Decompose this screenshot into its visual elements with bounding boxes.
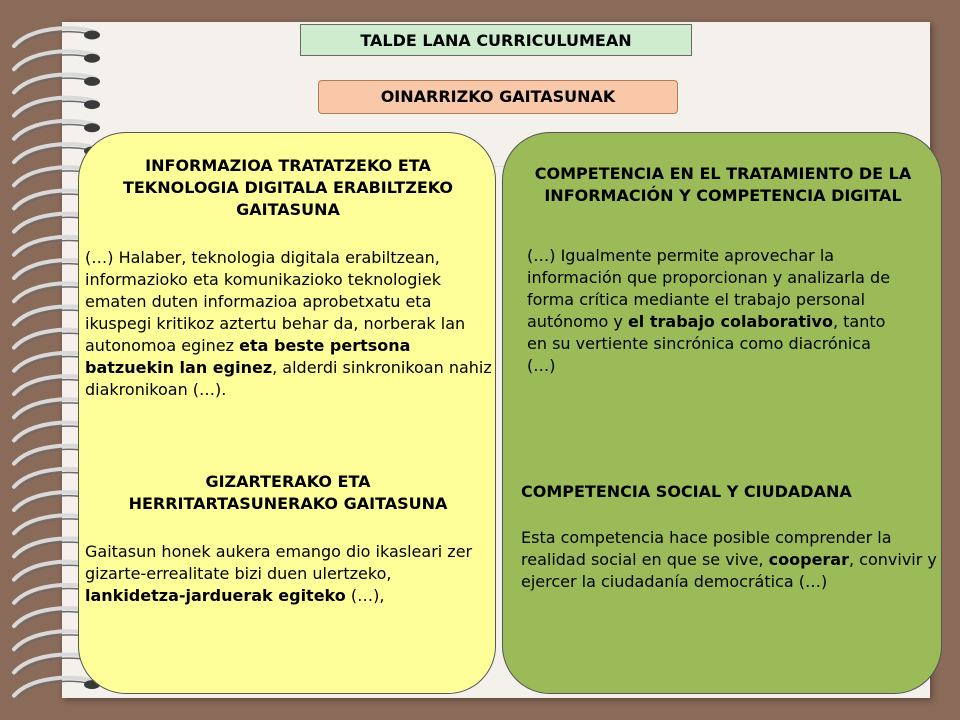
section-heading: COMPETENCIA EN EL TRATAMIENTO DE LA INFORMACIÓN Y COMPETENCIA DIGITAL [534,164,912,205]
section-text: Gaitasun honek aukera emango dio ikasleari zer gizarte-errealitate bizi duen ulertzeko, lankidetza-jarduerak egiteko (…), [85,542,473,605]
section-heading: GIZARTERAKO ETA HERRITARTASUNERAKO GAITASUNA [128,472,448,513]
section-heading: COMPETENCIA SOCIAL Y CIUDADANA [521,482,852,501]
section-text: Esta competencia hace posible comprender la realidad social en que se vive, cooperar, convivir y ejercer la ciudadanía democrática (…) [521,528,937,591]
basque-competences-panel [78,132,496,694]
section-heading: INFORMAZIOA TRATATZEKO ETA TEKNOLOGIA DIGITALA ERABILTZEKO GAITASUNA [122,156,454,219]
spanish-competences-panel [502,132,942,694]
slide-subtitle: OINARRIZKO GAITASUNAK [318,80,678,114]
section-text: (…) Halaber, teknologia digitala erabiltzean, informazioko eta komunikazioko teknologiek ematen duten informazioa aprobetxatu eta ikuspegi kritikoz aztertu behar da, norberak lan autonomoa eginez eta beste pertsona batzuekin lan eginez, alderdi sinkronikoan nahiz diakronikoan (…). [85,248,492,399]
section-text: (…) Igualmente permite aprovechar la información que proporcionan y analizarla de forma crítica mediante el trabajo personal autónomo y el trabajo colaborativo, tanto en su vertiente sincrónica como diacrónica (…) [527,246,891,375]
slide-title: TALDE LANA CURRICULUMEAN [300,24,692,56]
